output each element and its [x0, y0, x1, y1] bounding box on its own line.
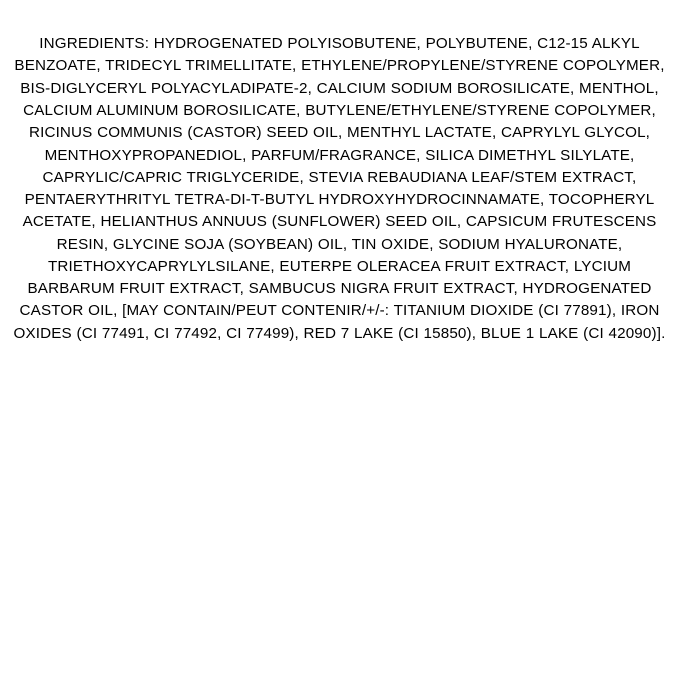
ingredients-paragraph: INGREDIENTS: HYDROGENATED POLYISOBUTENE, POLYBUTENE, C12-15 ALKYL BENZOATE, TRIDECYL TRIMELLITATE, ETHYLENE/PROPYLENE/STYRENE COPOLYMER, BIS-DIGLYCERYL POLYACYLADIPATE-2, CALCIUM SODIUM BOROSILICATE, MENTHOL, CALCIUM ALUMINUM BOROSILICATE, BUTYLENE/ETHYLENE/STYRENE COPOLYMER, RICINUS COMMUNIS (CASTOR) SEED OIL, MENTHYL LACTATE, CAPRYLYL GLYCOL, MENTHOXYPROPANEDIOL, PARFUM/FRAGRANCE, SILICA DIMETHYL SILYLATE, CAPRYLIC/CAPRIC TRIGLYCERIDE, STEVIA REBAUDIANA LEAF/STEM EXTRACT, PENTAERYTHRITYL TETRA-DI-T-BUTYL HYDROXYHYDROCINNAMATE, TOCOPHERYL ACETATE, HELIANTHUS ANNUUS (SUNFLOWER) SEED OIL, CAPSICUM FRUTESCENS RESIN, GLYCINE SOJA (SOYBEAN) OIL, TIN OXIDE, SODIUM HYALURONATE, TRIETHOXYCAPRYLYLSILANE, EUTERPE OLERACEA FRUIT EXTRACT, LYCIUM BARBARUM FRUIT EXTRACT, SAMBUCUS NIGRA FRUIT EXTRACT, HYDROGENATED CASTOR OIL, [MAY CONTAIN/PEUT CONTENIR/+/-: TITANIUM DIOXIDE (CI 77891), IRON OXIDES (CI 77491, CI 77492, CI 77499), RED 7 LAKE (CI 15850), BLUE 1 LAKE (CI 42090)].	[13, 35, 670, 342]
